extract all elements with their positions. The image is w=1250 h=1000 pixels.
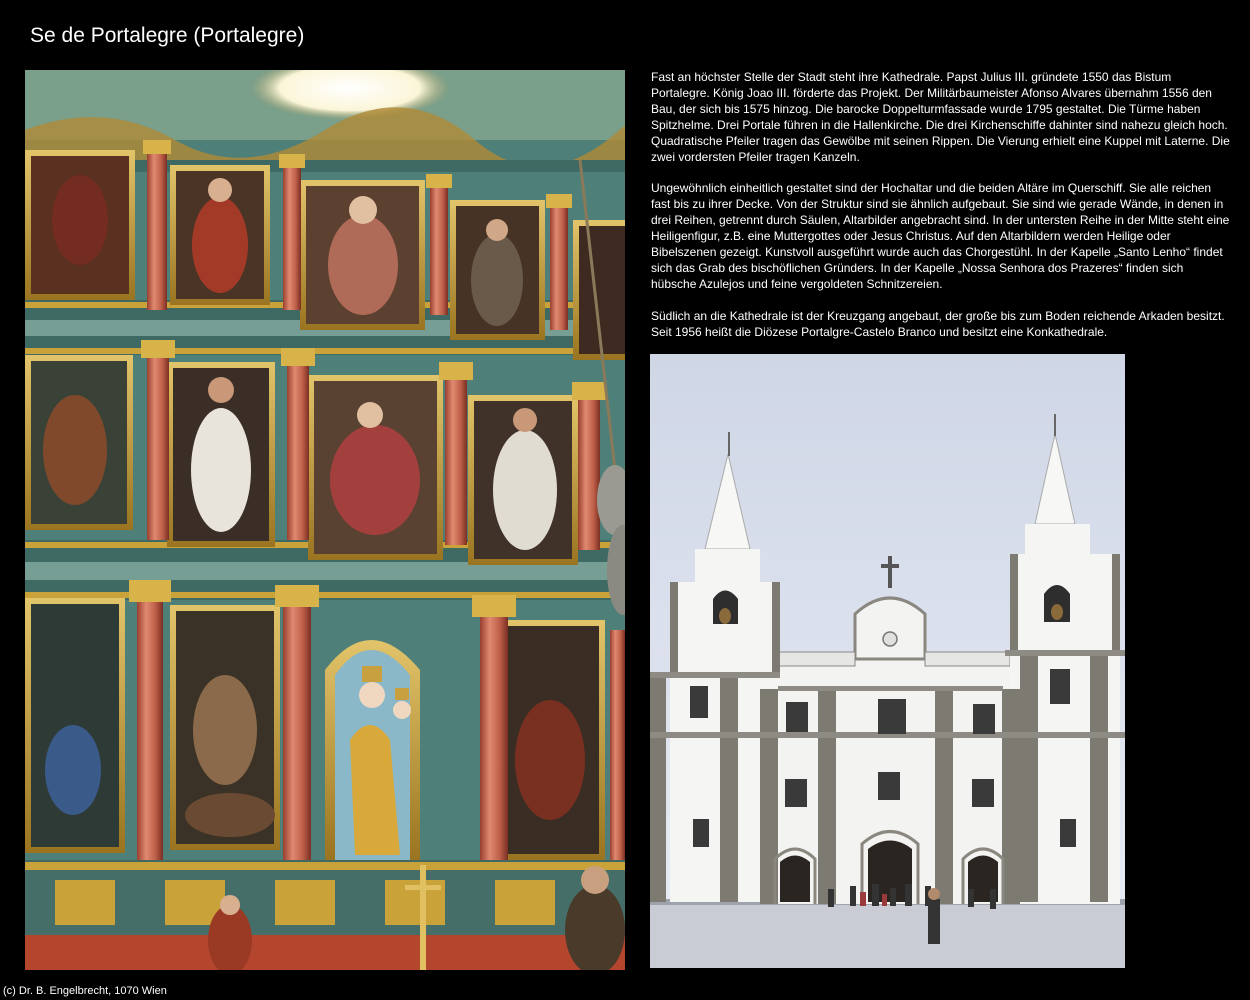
- paragraph-altars: Ungewöhnlich einheitlich gestaltet sind der Hochaltar und die beiden Altäre im Querschiff. Sie alle reichen fast bis zu ihrer Decke. Von der Struktur sind sie ähnlich aufgebaut. Sie sind wie gerade Wände, in denen in drei Reihen, getrennt durch Säulen, Altarbilder angebracht sind. In der untersten Reihe in der Mitte steht eine Heiligenfigur, z.B. eine Muttergottes oder Jesus Christus. Auf den Altarbildern werden Heilige oder Bibelszenen gezeigt. Kunstvoll ausgeführt wurde auch das Chorgestühl. In der Kapelle „Santo Lenho“ findet sich das Grab des bischöflichen Gründers. In der Kapelle „Nossa Senhora dos Prazeres“ finden sich hübsche Azulejos und feine vergoldeten Schnitzereien.: [651, 181, 1230, 291]
- description-text: [651, 70, 1231, 357]
- cathedral-facade-photo: [650, 354, 1125, 968]
- paragraph-history: Fast an höchster Stelle der Stadt steht ihre Kathedrale. Papst Julius III. gründete 1550 das Bistum Portalegre. König Joao III. förderte das Projekt. Der Militärbaumeister Afonso Alvares übernahm 1556 den Bau, der sich bis 1575 hinzog. Die barocke Doppelturmfassade wurde 1795 gestaltet. Die Türme haben Spitzhelme. Drei Portale führen in die Hallenkirche. Die drei Kirchenschiffe dahinter sind nahezu gleich hoch. Quadratische Pfeiler tragen das Gewölbe mit seinen Rippen. Die Vierung erhielt eine Kuppel mit Laterne. Die zwei vordersten Pfeiler tragen Kanzeln.: [651, 70, 1230, 164]
- copyright-footer: (c) Dr. B. Engelbrecht, 1070 Wien: [3, 985, 167, 997]
- altar-photo: [25, 70, 625, 970]
- page-title: Se de Portalegre (Portalegre): [30, 24, 305, 47]
- paragraph-cloister: Südlich an die Kathedrale ist der Kreuzgang angebaut, der große bis zum Boden reichende Arkaden besitzt. Seit 1956 heißt die Diözese Portalgre-Castelo Branco und besitzt eine Konkathedrale.: [651, 308, 1225, 339]
